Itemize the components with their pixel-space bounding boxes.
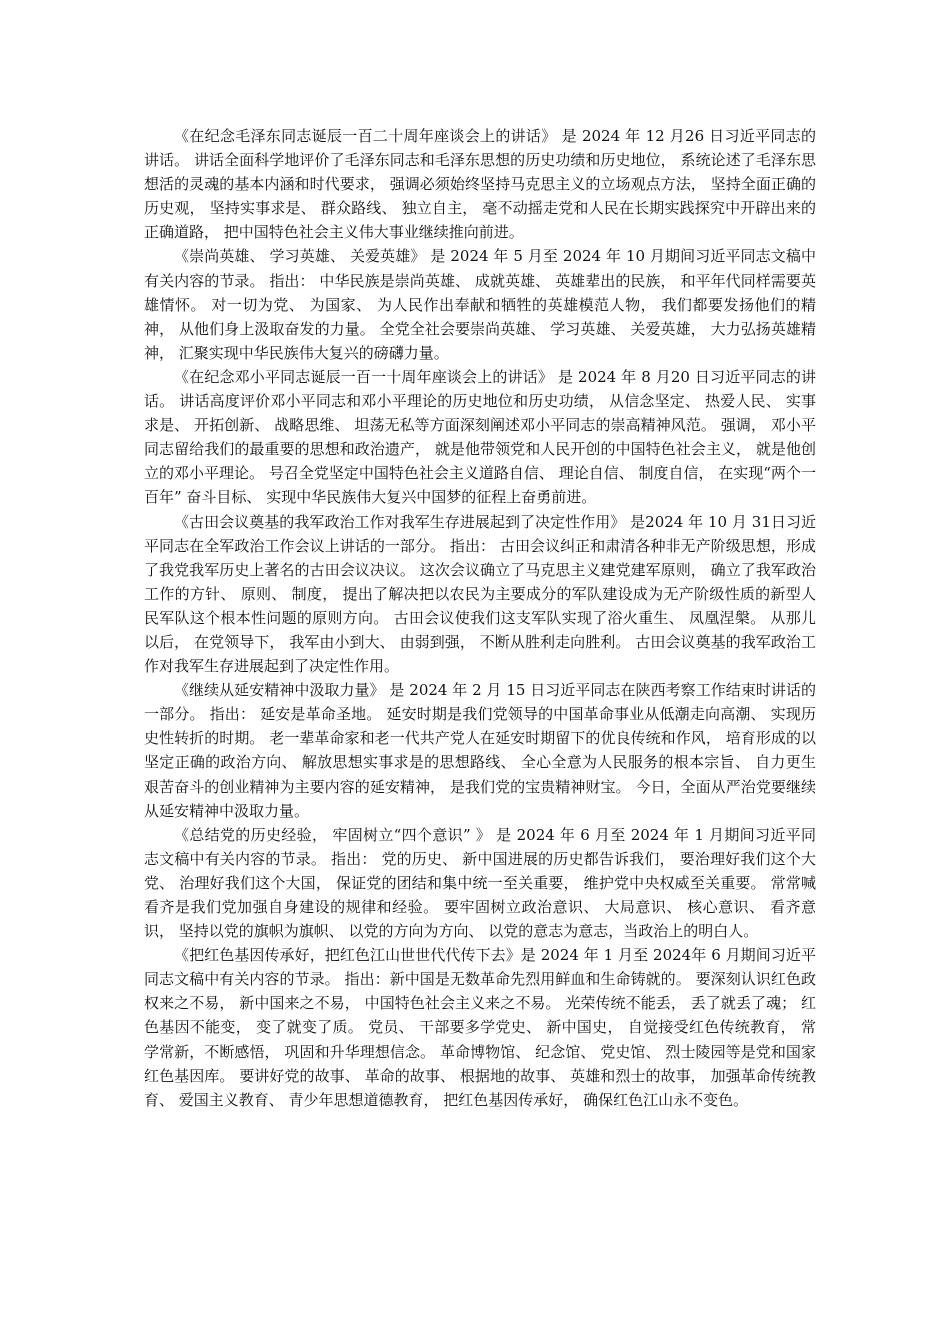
paragraph-deng-speech: 《在纪念邓小平同志诞辰一百一十周年座谈会上的讲话》 是 2024 年 8 月20 日习近平同志的讲话。 讲话高度评价邓小平同志和邓小平理论的历史地位和历史功绩， 从信念坚定、 热爱人民、 实事求是、 开拓创新、 战略思维、 坦荡无私等方面深刻阐述邓小平同志的崇高精神风范。 强调， 邓小平同志留给我们的最重要的思想和政治遗产， 就是他带领党和人民开创的中国特色社会主义， 就是他创立的邓小平理论。 号召全党坚定中国特色社会主义道路自信、 理论自信、 制度自信， 在实现“两个一百年” 奋斗目标、 实现中华民族伟大复兴中国梦的征程上奋勇前进。	[144, 367, 816, 507]
paragraph-heroes: 《崇尚英雄、 学习英雄、 关爱英雄》 是 2024 年 5 月至 2024 年 10 月期间习近平同志文稿中有关内容的节录。 指出： 中华民族是崇尚英雄、 成就英雄、 英雄辈出的民族， 和平年代同样需要英雄情怀。 对一切为党、 为国家、 为人民作出奉献和牺牲的英雄模范人物， 我们都要发扬他们的精神， 从他们身上汲取奋发的力量。 全党全社会要崇尚英雄、 学习英雄、 关爱英雄， 大力弘扬英雄精神， 汇聚实现中华民族伟大复兴的磅礴力量。	[144, 247, 816, 362]
paragraph-four-consciousness: 《总结党的历史经验， 牢固树立“四个意识” 》 是 2024 年 6 月至 2024 年 1 月期间习近平同志文稿中有关内容的节录。 指出： 党的历史、 新中国进展的历史都告诉我们， 要治理好我们这个大党、 治理好我们这个大国， 保证党的团结和集中统一至关重要， 维护党中央权威至关重要。 常常喊看齐是我们党加强自身建设的规律和经验。 要牢固树立政治意识、 大局意识、 核心意识、 看齐意识， 坚持以党的旗帜为旗帜、 以党的方向为方向、 以党的意志为意志，当政治上的明白人。	[144, 825, 816, 941]
document-body	[144, 124, 816, 1112]
paragraph-red-gene: 《把红色基因传承好，把红色江山世世代代传下去》是 2024 年 1 月至 2024年 6 月期间习近平同志文稿中有关内容的节录。 指出：新中国是无数革命先烈用鲜血和生命铸就的。 要深刻认识红色政权来之不易， 新中国来之不易， 中国特色社会主义来之不易。 光荣传统不能丢， 丢了就丢了魂； 红色基因不能变， 变了就变了质。 党员、 干部要多学党史、 新中国史， 自觉接受红色传统教育， 常学常新，不断感悟， 巩固和升华理想信念。 革命博物馆、 纪念馆、 党史馆、 烈士陵园等是党和国家红色基因库。 要讲好党的故事、 革命的故事、 根据地的故事、 英雄和烈士的故事， 加强革命传统教育、 爱国主义教育、 青少年思想道德教育， 把红色基因传承好， 确保红色江山永不变色。	[144, 946, 816, 1109]
paragraph-gutian: 《古田会议奠基的我军政治工作对我军生存进展起到了决定性作用》 是2024 年 10 月 31日习近平同志在全军政治工作会议上讲话的一部分。 指出： 古田会议纠正和肃清各种非无产阶级思想，形成了我党我军历史上著名的古田会议决议。 这次会议确立了马克思主义建党建军原则， 确立了我军政治工作的方针、 原则、 制度， 提出了解决把以农民为主要成分的军队建设成为无产阶级性质的新型人民军队这个根本性问题的原则方向。 古田会议使我们这支军队实现了浴火重生、 凤凰涅槃。 从那儿以后， 在党领导下， 我军由小到大、 由弱到强， 不断从胜利走向胜利。 古田会议奠基的我军政治工作对我军生存进展起到了决定性作用。	[144, 512, 816, 676]
paragraph-mao-speech: 《在纪念毛泽东同志诞辰一百二十周年座谈会上的讲话》 是 2024 年 12 月26 日习近平同志的讲话。 讲话全面科学地评价了毛泽东同志和毛泽东思想的历史功绩和历史地位， 系统论述了毛泽东思想活的灵魂的基本内涵和时代要求， 强调必须始终坚持马克思主义的立场观点方法， 坚持全面正确的历史观， 坚持实事求是、 群众路线、 独立自主， 毫不动摇走党和人民在长期实践探究中开辟出来的正确道路， 把中国特色社会主义伟大事业继续推向前进。	[144, 127, 816, 242]
paragraph-yanan: 《继续从延安精神中汲取力量》 是 2024 年 2 月 15 日习近平同志在陕西考察工作结束时讲话的一部分。 指出： 延安是革命圣地。 延安时期是我们党领导的中国革命事业从低潮走向高潮、 实现历史性转折的时期。 老一辈革命家和老一代共产党人在延安时期留下的优良传统和作风， 培育形成的以坚定正确的政治方向、 解放思想实事求是的思想路线、 全心全意为人民服务的根本宗旨、 自力更生艰苦奋斗的创业精神为主要内容的延安精神， 是我们党的宝贵精神财宝。 今日，全面从严治党要继续从延安精神中汲取力量。	[144, 681, 816, 820]
